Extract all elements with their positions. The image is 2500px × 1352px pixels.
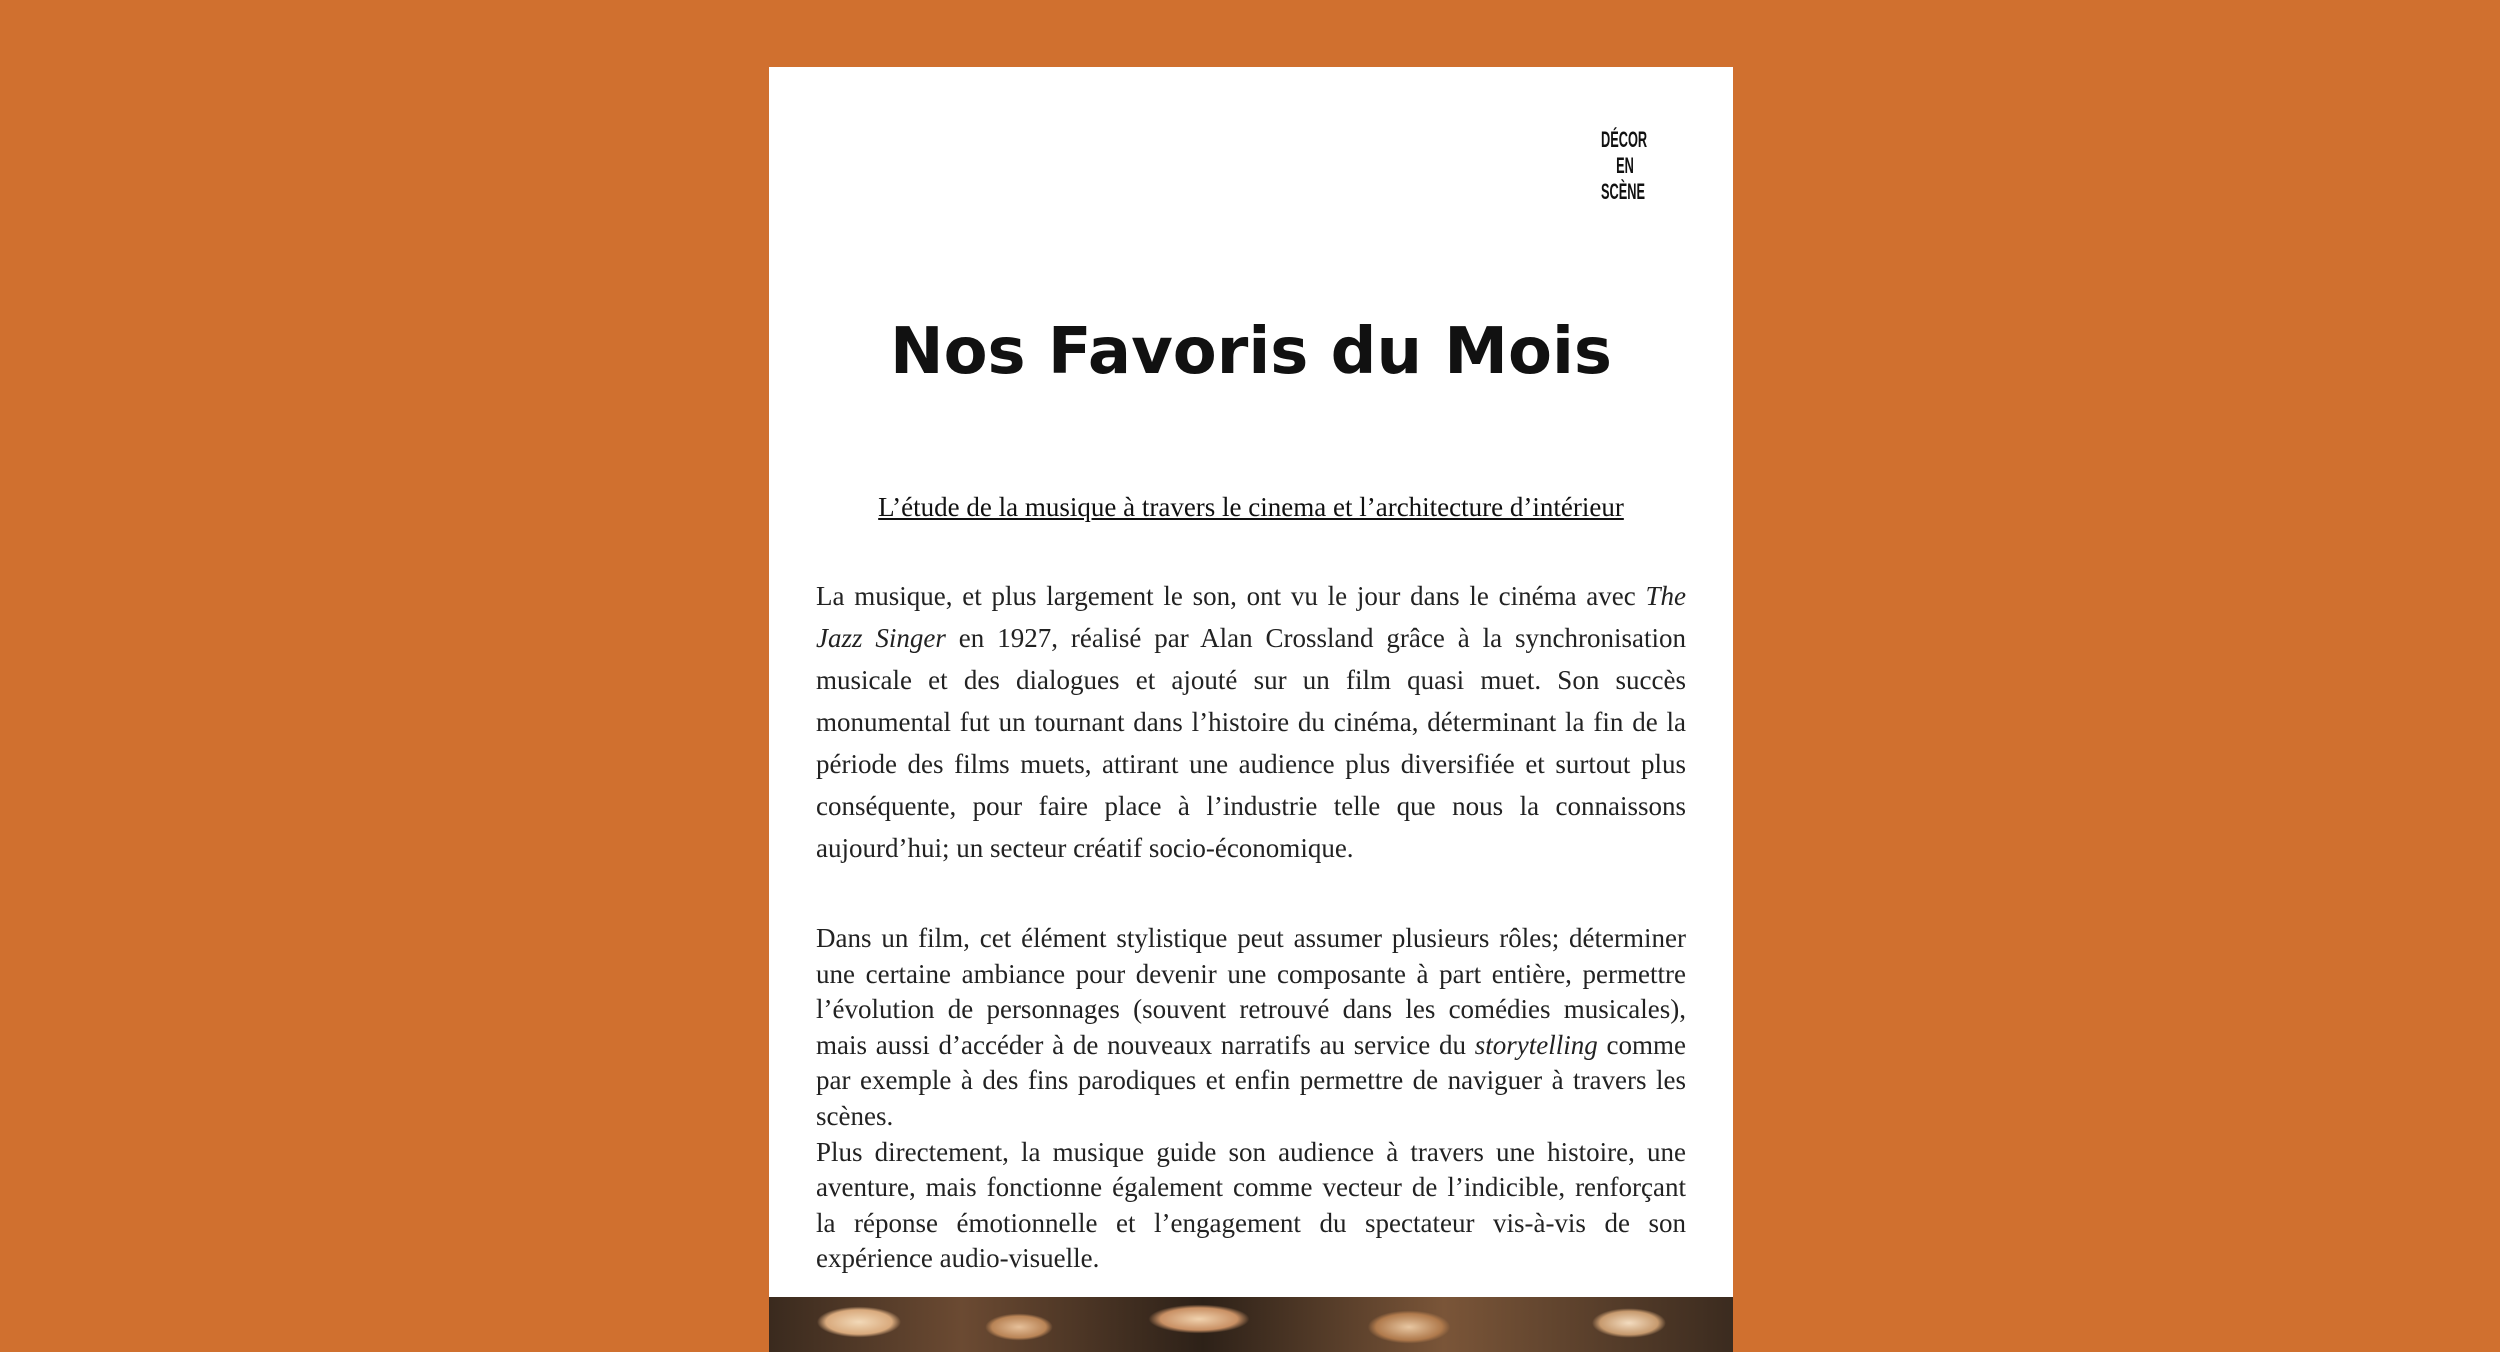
film-title-jazz-singer: The Jazz Singer <box>816 581 1686 653</box>
paragraph-intro-text-1: La musique, et plus largement le son, ont vu le jour dans le cinéma avec <box>816 581 1646 611</box>
document-page <box>769 67 1733 1352</box>
paragraph-intro-text-2: en 1927, réalisé par Alan Crossland grâce à la synchronisation musicale et des dialogues et ajouté sur un film quasi muet. Son succès monumental fut un tournant dans l’histoire du cinéma, déterminant la fin de la période des films muets, attirant une audience plus diversifiée et surtout plus conséquente, pour faire place à l’industrie telle que nous la connaissons aujourd’hui; un secteur créatif socio-économique. <box>816 623 1687 863</box>
hands-photo <box>769 1297 1733 1352</box>
paragraph-roles <box>816 921 1686 1277</box>
paragraph-roles-text-3: Plus directement, la musique guide son audience à travers une histoire, une aventure, mais fonctionne également comme vecteur de l’indicible, renforçant la réponse émotionnelle et l’engagement du spectateur vis-à-vis de son expérience audio-visuelle. <box>816 1136 1686 1274</box>
page-title: Nos Favoris du Mois <box>890 315 1612 389</box>
paragraph-intro <box>816 575 1686 869</box>
storytelling-term: storytelling <box>1474 1029 1598 1060</box>
paragraph-roles-text-1: Dans un film, cet élément stylistique peut assumer plusieurs rôles; déterminer une certaine ambiance pour devenir une composante à part entière, permettre l’évolution de personnages (souvent retrouvé dans les comédies musicales), mais aussi d’accéder à de nouveaux narratifs au service du <box>816 923 1686 1060</box>
logo-line-2: EN <box>1616 153 1634 178</box>
logo-line-1: DÉCOR <box>1601 127 1648 152</box>
logo-line-3: SCÈNE <box>1601 179 1645 204</box>
page-subtitle: L’étude de la musique à travers le cinema et l’architecture d’intérieur <box>878 492 1624 522</box>
paragraph-roles-text-2: comme par exemple à des fins parodiques et enfin permettre de naviguer à travers les scènes. <box>816 1029 1686 1131</box>
brand-logo <box>1601 127 1647 205</box>
